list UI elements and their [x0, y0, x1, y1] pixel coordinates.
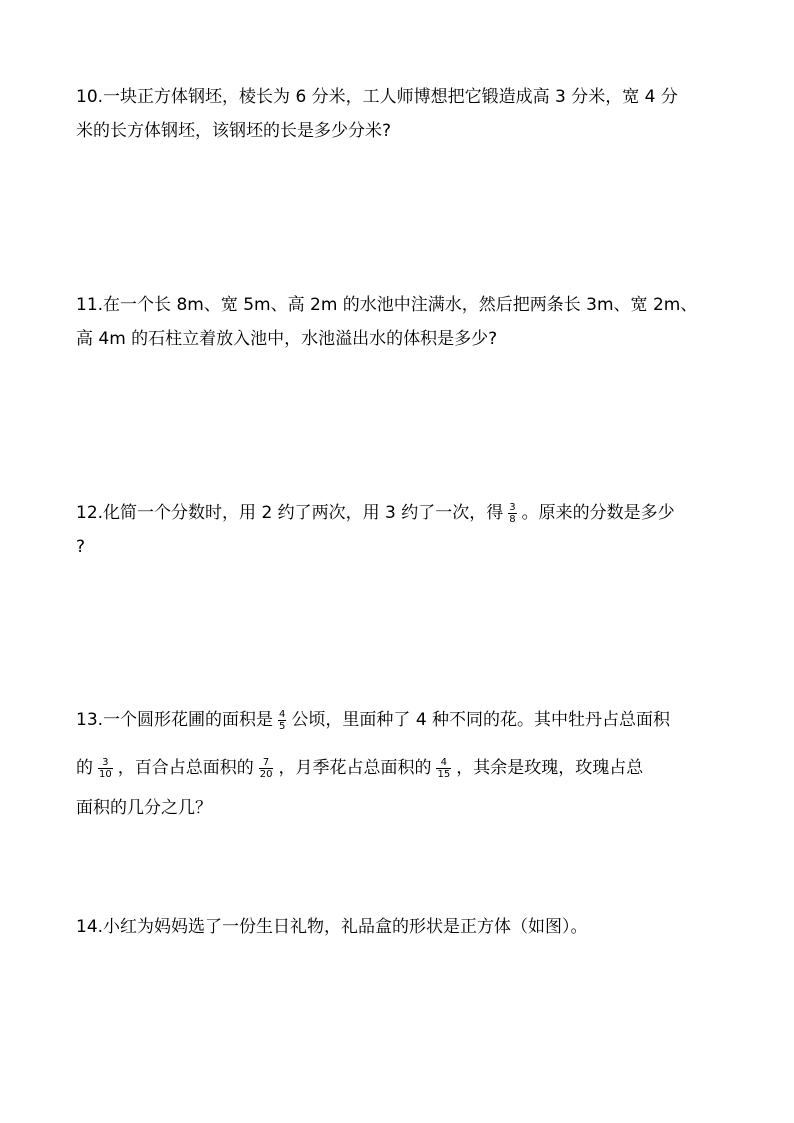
fraction-denominator: 8	[509, 513, 516, 525]
question-11-line-2: 高 4m 的石柱立着放入池中，水池溢出水的体积是多少?	[76, 329, 498, 349]
question-14	[76, 910, 726, 944]
question-13-text-c: 的	[76, 758, 93, 778]
question-12-line-1	[76, 496, 726, 530]
fraction-7-20	[259, 757, 274, 780]
question-13-line-2	[76, 751, 726, 785]
question-12-text-a: 12.化简一个分数时，用 2 约了两次，用 3 约了一次，得	[76, 503, 504, 523]
fraction-numerator: 4	[436, 757, 451, 769]
fraction-3-10	[98, 757, 113, 780]
question-12	[76, 496, 726, 564]
fraction-denominator: 5	[279, 720, 286, 732]
question-10	[76, 80, 726, 148]
question-13-text-d: ，百合占总面积的	[117, 758, 254, 778]
fraction-3-8	[508, 502, 516, 525]
question-10-line-1: 10.一块正方体钢坯，棱长为 6 分米，工人师博想把它锻造成高 3 分米，宽 4 分	[76, 87, 678, 107]
question-13	[76, 703, 726, 825]
fraction-denominator: 20	[259, 768, 273, 780]
question-11	[76, 288, 726, 356]
question-13-line-3: 面积的几分之几？	[76, 798, 212, 818]
question-13-text-a: 13.一个圆形花圃的面积是	[76, 710, 274, 730]
question-10-line-2: 米的长方体钢坯，该钢坯的长是多少分米?	[76, 121, 392, 141]
question-12-text-b: 。原来的分数是多少	[521, 503, 675, 523]
question-11-line-1: 11.在一个长 8m、宽 5m、高 2m 的水池中注满水，然后把两条长 3m、宽 2m、	[76, 295, 698, 315]
fraction-4-15	[436, 757, 451, 780]
fraction-denominator: 10	[99, 768, 112, 780]
question-13-text-f: ，其余是玫瑰，玫瑰占总	[456, 758, 644, 778]
question-14-line-1: 14.小红为妈妈选了一份生日礼物，礼品盒的形状是正方体（如图）。	[76, 917, 588, 937]
question-13-line-1	[76, 703, 726, 737]
fraction-numerator: 7	[259, 757, 274, 769]
fraction-numerator: 3	[509, 501, 516, 513]
fraction-4-5	[278, 709, 286, 732]
fraction-denominator: 15	[437, 768, 451, 780]
question-12-line-2: ?	[76, 537, 86, 557]
fraction-numerator: 4	[279, 708, 286, 720]
question-13-text-b: 公顷，里面种了 4 种不同的花。其中牡丹占总面积	[291, 710, 671, 730]
fraction-numerator: 3	[98, 757, 113, 769]
question-13-text-e: ，月季花占总面积的	[278, 758, 432, 778]
